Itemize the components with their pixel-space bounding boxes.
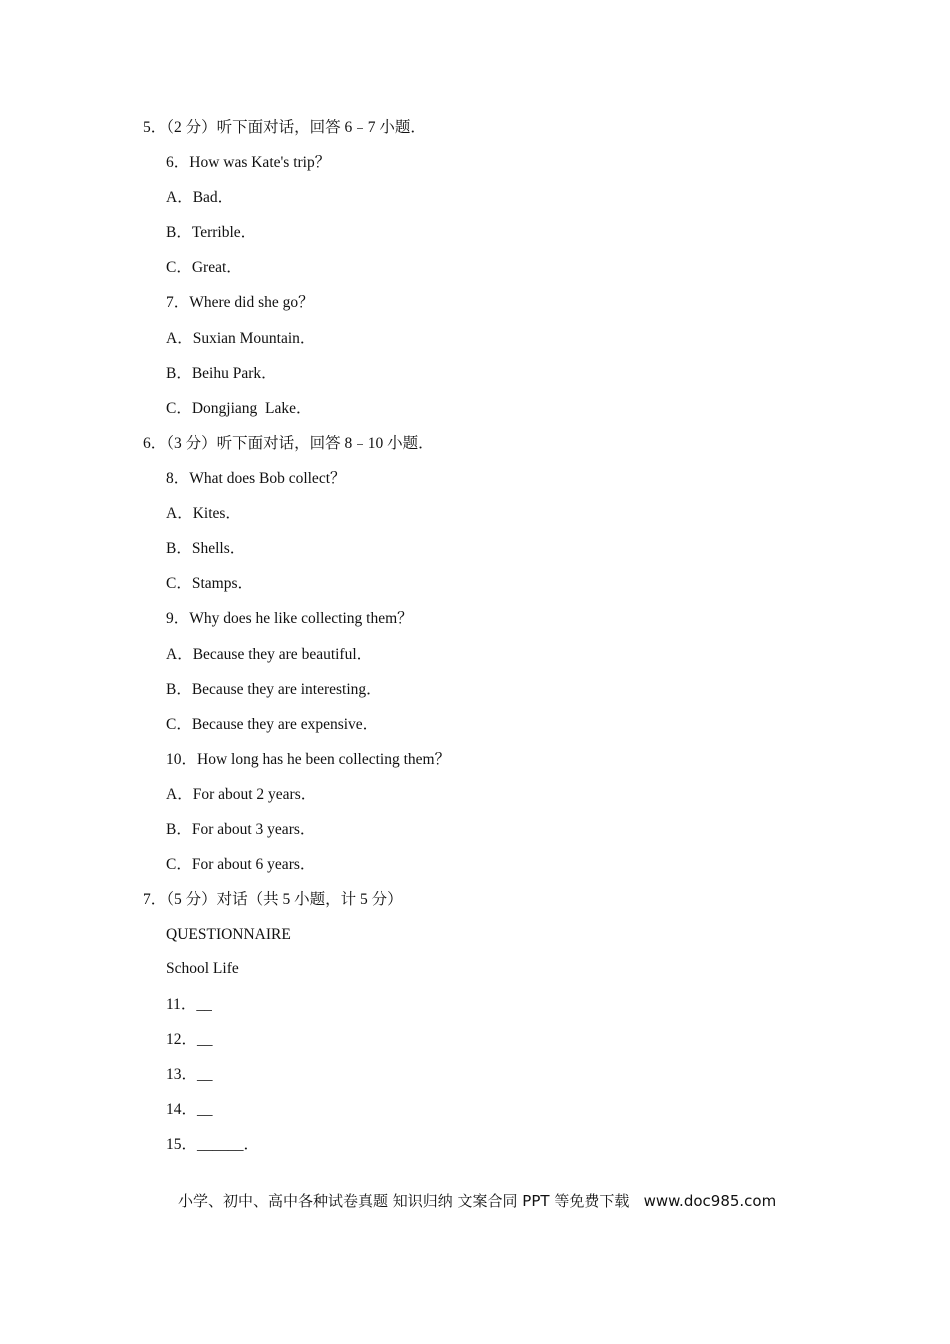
- question-line: 8．What does Bob collect？: [166, 470, 346, 487]
- option-line: A．For about 2 years．: [166, 786, 317, 803]
- question-line: 10．How long has he been collecting them？: [166, 751, 451, 768]
- question-line: 7．Where did she go？: [166, 294, 314, 311]
- blank-line: 14．__: [166, 1101, 213, 1118]
- option-line: C．For about 6 years．: [166, 856, 316, 873]
- section-header: 7．（5 分）对话（共 5 小题，计 5 分）: [143, 891, 403, 908]
- option-line: B．Because they are interesting．: [166, 681, 382, 698]
- section-header: 6．（3 分）听下面对话，回答 8﹣10 小题．: [143, 435, 434, 452]
- option-line: A．Because they are beautiful．: [166, 646, 373, 663]
- question-line: 6．How was Kate's trip？: [166, 154, 331, 171]
- option-line: C．Dongjiang Lake．: [166, 400, 312, 417]
- option-line: B．Terrible．: [166, 224, 257, 241]
- option-line: C．Because they are expensive．: [166, 716, 379, 733]
- option-line: A．Kites．: [166, 505, 241, 522]
- option-line: B．For about 3 years．: [166, 821, 316, 838]
- blank-line: 11．__: [166, 996, 212, 1013]
- page-footer: 小学、初中、高中各种试卷真题 知识归纳 文案合同 PPT 等免费下载 www.doc985.com: [178, 1192, 777, 1210]
- question-line: 9．Why does he like collecting them？: [166, 610, 413, 627]
- option-line: A．Bad．: [166, 189, 234, 206]
- option-line: A．Suxian Mountain．: [166, 330, 316, 347]
- option-line: C．Great．: [166, 259, 242, 276]
- questionnaire-title: QUESTIONNAIRE: [166, 926, 291, 943]
- questionnaire-subtitle: School Life: [166, 960, 239, 977]
- option-line: B．Beihu Park．: [166, 365, 277, 382]
- option-line: C．Stamps．: [166, 575, 253, 592]
- option-line: B．Shells．: [166, 540, 246, 557]
- section-header: 5．（2 分）听下面对话，回答 6﹣7 小题．: [143, 119, 426, 136]
- blank-line: 13．__: [166, 1066, 213, 1083]
- blank-line: 15．______．: [166, 1136, 260, 1153]
- blank-line: 12．__: [166, 1031, 213, 1048]
